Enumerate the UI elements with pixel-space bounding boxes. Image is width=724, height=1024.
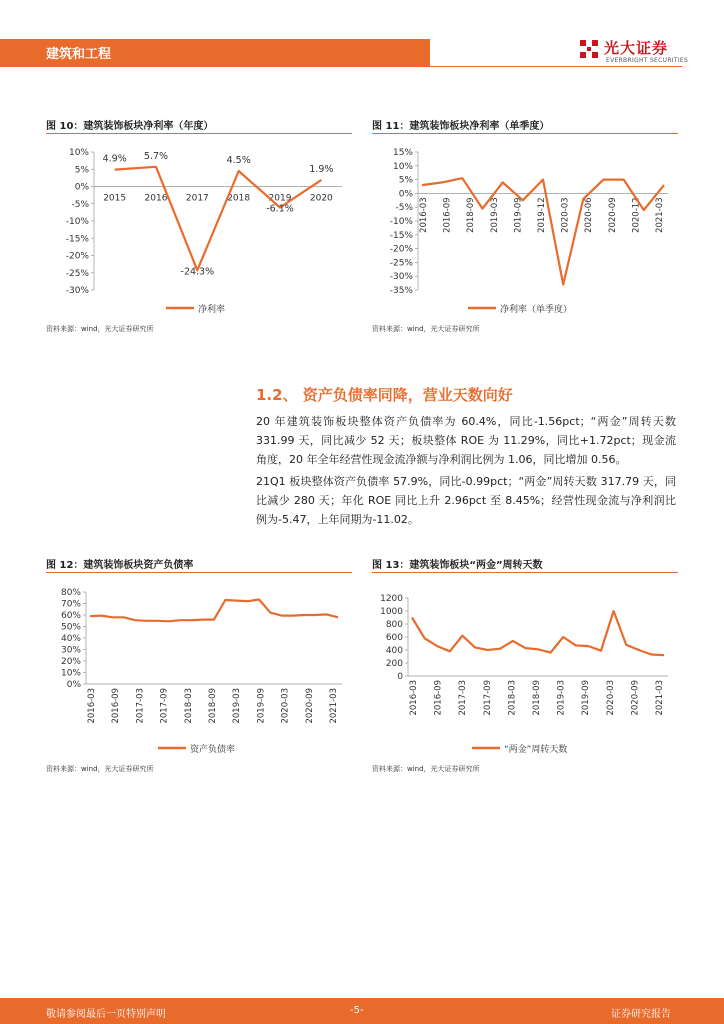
x-tick-label: 2017-03 <box>458 680 469 716</box>
y-tick-label: -25% <box>65 268 89 279</box>
y-tick-label: 600 <box>385 633 403 643</box>
x-tick-label: 2018 <box>227 193 251 204</box>
data-label: -24.3% <box>180 266 215 278</box>
y-tick-label: 70% <box>60 599 81 610</box>
figure-10-source: 资料来源：wind，光大证券研究所 <box>46 325 154 333</box>
y-tick-label: 10% <box>68 148 89 158</box>
y-tick-label: -30% <box>389 272 413 283</box>
x-tick-label: 2020-06 <box>584 197 595 233</box>
x-tick-label: 2018-09 <box>532 680 542 716</box>
x-tick-label: 2020-09 <box>304 688 315 724</box>
y-tick-label: -20% <box>389 244 413 255</box>
data-label: -6.1% <box>266 203 294 215</box>
x-tick-label: 2017-09 <box>482 680 493 716</box>
x-tick-label: 2016-03 <box>419 197 429 233</box>
figure-12-title: 图 12：建筑装饰板块资产负债率 <box>46 560 194 571</box>
data-label: 4.9% <box>102 153 127 165</box>
x-tick-label: 2020-03 <box>605 680 616 716</box>
x-tick-label: 2016-09 <box>442 197 453 233</box>
figure-10-chart <box>46 140 352 320</box>
x-tick-label: 2017 <box>185 193 209 204</box>
x-tick-label: 2019-03 <box>489 197 500 233</box>
figure-13-chart <box>372 580 678 760</box>
x-tick-label: 2016-03 <box>87 688 97 724</box>
x-tick-label: 2021-03 <box>329 688 339 724</box>
y-tick-label: -30% <box>65 286 89 296</box>
y-tick-label: 80% <box>60 588 81 598</box>
x-tick-label: 2019-12 <box>537 197 547 233</box>
y-tick-label: 5% <box>398 175 413 186</box>
x-tick-label: 2021-03 <box>655 680 665 716</box>
logo-icon <box>578 38 600 60</box>
figure-11-title: 图 11：建筑装饰板块净利率（单季度） <box>372 121 550 132</box>
figure-13-source: 资料来源：wind，光大证券研究所 <box>372 765 480 773</box>
x-tick-label: 2019 <box>268 193 292 204</box>
figure-12-rule <box>46 572 352 573</box>
y-tick-label: -10% <box>65 217 89 227</box>
y-tick-label: -20% <box>65 251 89 262</box>
figure-11-rule <box>372 133 678 134</box>
y-tick-label: 200 <box>385 659 403 669</box>
x-tick-label: 2016 <box>144 193 168 204</box>
legend-label: 净利率（单季度） <box>500 305 573 315</box>
y-tick-label: 0 <box>397 672 403 682</box>
x-tick-label: 2020-09 <box>630 680 641 716</box>
y-tick-label: 400 <box>385 646 403 656</box>
x-tick-label: 2020-03 <box>560 197 571 233</box>
y-tick-label: -15% <box>389 230 413 241</box>
series-line <box>115 167 322 270</box>
y-tick-label: 0% <box>66 680 81 690</box>
data-label: 1.9% <box>309 163 334 175</box>
y-tick-label: 30% <box>60 645 81 656</box>
figure-11-source: 资料来源：wind，光大证券研究所 <box>372 325 480 333</box>
logo-name-cn: 光大证券 <box>604 39 669 57</box>
legend-label: “两金”周转天数 <box>504 745 568 755</box>
y-tick-label: 1200 <box>380 594 403 604</box>
paragraph-1: 20 年建筑装饰板块整体资产负债率为 60.4%，同比-1.56pct；“两金”周转天数 331.99 天，同比减少 52 天；板块整体 ROE 为 11.29%，同比+1.72pct；现金流角度，20 年全年经营性现金流净额与净利润比例为 1.06，同比增加 0.56。 <box>256 415 676 466</box>
y-tick-label: 15% <box>392 148 413 158</box>
y-tick-label: 5% <box>74 165 89 176</box>
y-tick-label: -15% <box>65 234 89 245</box>
x-tick-label: 2019-09 <box>581 680 592 716</box>
x-tick-label: 2017-03 <box>135 688 146 724</box>
y-tick-label: 0% <box>398 189 413 200</box>
x-tick-label: 2019-09 <box>513 197 524 233</box>
footer-report-type: 证券研究报告 <box>611 1009 671 1020</box>
y-tick-label: -25% <box>389 258 413 269</box>
series-line <box>412 611 664 655</box>
x-tick-label: 2020-09 <box>607 197 618 233</box>
y-tick-label: -35% <box>389 286 413 296</box>
x-tick-label: 2016-09 <box>433 680 444 716</box>
y-tick-label: 10% <box>392 161 413 172</box>
figure-13-rule <box>372 572 678 573</box>
x-tick-label: 2016-09 <box>111 688 122 724</box>
y-tick-label: -5% <box>395 203 413 214</box>
x-tick-label: 2020 <box>309 193 333 204</box>
x-tick-label: 2020-12 <box>631 197 642 233</box>
page-header <box>0 0 724 70</box>
x-tick-label: 2019-03 <box>232 688 243 724</box>
y-tick-label: 10% <box>60 668 81 679</box>
x-tick-label: 2015 <box>103 193 127 204</box>
figure-12-source: 资料来源：wind，光大证券研究所 <box>46 765 154 773</box>
logo-name-en: EVERBRIGHT SECURITIES <box>606 57 689 64</box>
legend-label: 资产负债率 <box>190 745 236 755</box>
y-tick-label: 60% <box>60 611 81 621</box>
x-tick-label: 2018-09 <box>208 688 218 724</box>
y-tick-label: -10% <box>389 217 413 227</box>
figure-10-title: 图 10：建筑装饰板块净利率（年度） <box>46 121 214 132</box>
y-tick-label: 20% <box>60 657 81 667</box>
x-tick-label: 2016-03 <box>409 680 419 716</box>
figure-11-chart <box>372 140 678 320</box>
figure-12-chart <box>46 580 352 760</box>
legend-label: 净利率 <box>198 305 226 315</box>
x-tick-label: 2021-03 <box>655 197 665 233</box>
paragraph-2: 21Q1 板块整体资产负债率 57.9%，同比-0.99pct；“两金”周转天数 317.79 天，同比减少 280 天；年化 ROE 同比上升 2.96pct 至 8.45%；经营性现金流与净利润比例为-5.47，上年同期为-11.02。 <box>256 475 676 526</box>
y-tick-label: 0% <box>74 182 89 193</box>
section-heading: 1.2、 资产负债率同降，营业天数向好 <box>256 386 513 404</box>
figure-13-title: 图 13：建筑装饰板块“两金”周转天数 <box>372 560 543 571</box>
x-tick-label: 2018-03 <box>183 688 194 724</box>
y-tick-label: -5% <box>71 199 89 210</box>
data-label: 5.7% <box>143 150 169 162</box>
header-section-title: 建筑和工程 <box>46 47 112 62</box>
x-tick-label: 2017-09 <box>159 688 170 724</box>
x-tick-label: 2018-09 <box>466 197 477 233</box>
y-tick-label: 1000 <box>380 607 403 617</box>
figure-10-rule <box>46 133 352 134</box>
footer-disclaimer: 敬请参阅最后一页特别声明 <box>46 1009 166 1020</box>
x-tick-label: 2019-09 <box>256 688 267 724</box>
header-rule <box>430 66 682 67</box>
y-tick-label: 50% <box>60 622 81 633</box>
x-tick-label: 2020-03 <box>280 688 291 724</box>
data-label: 4.5% <box>226 154 251 166</box>
x-tick-label: 2018-03 <box>507 680 518 716</box>
page-number: -5- <box>350 1005 364 1016</box>
y-tick-label: 40% <box>60 634 81 644</box>
x-tick-label: 2019-03 <box>556 680 567 716</box>
y-tick-label: 800 <box>385 620 403 630</box>
series-line <box>90 600 338 622</box>
